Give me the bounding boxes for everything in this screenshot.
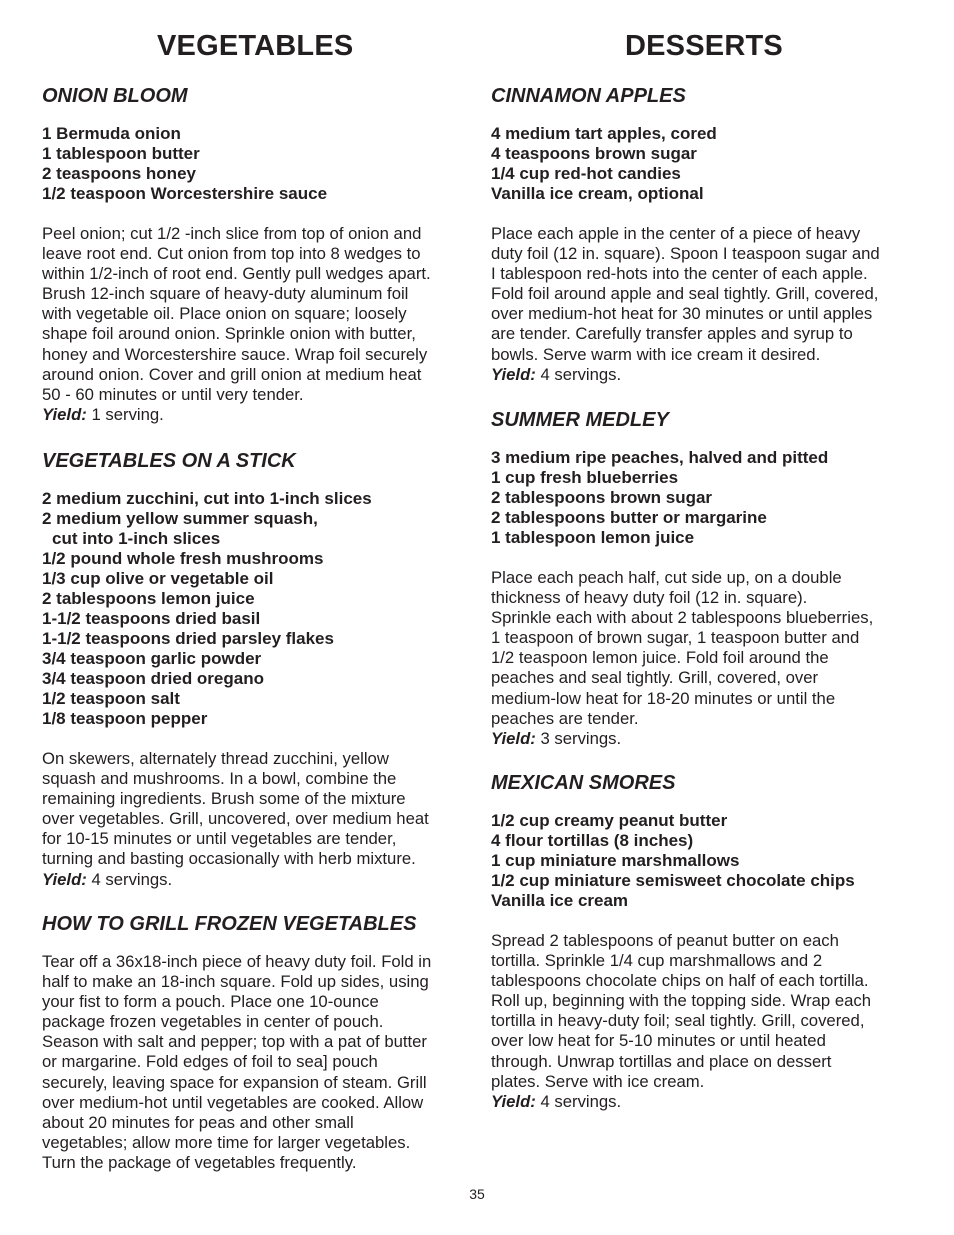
recipe-onion-bloom bbox=[42, 84, 482, 425]
directions-line: honey and Worcestershire sauce. Wrap foil securely bbox=[42, 344, 428, 364]
yield-value: 1 serving. bbox=[86, 404, 164, 424]
ingredient: 4 medium tart apples, cored bbox=[491, 124, 717, 143]
ingredient-list bbox=[491, 448, 931, 548]
directions-line: Place each apple in the center of a piece of heavy bbox=[491, 224, 861, 243]
ingredient-list bbox=[42, 124, 482, 204]
yield-value: 3 servings. bbox=[535, 728, 622, 748]
directions-line: turning and basting occasionally with herb mixture. bbox=[42, 849, 416, 869]
ingredient-list bbox=[491, 811, 931, 911]
ingredient: 2 tablespoons brown sugar bbox=[491, 488, 713, 507]
directions bbox=[491, 568, 931, 729]
directions-line: are tender. Carefully transfer apples and syrup to bbox=[491, 324, 853, 344]
directions-line: over medium-hot heat for 30 minutes or until apples bbox=[491, 304, 873, 324]
directions-line: your fist to form a pouch. Place one 10-ounce bbox=[42, 992, 379, 1012]
recipe-title: ONION BLOOM bbox=[42, 85, 188, 107]
directions-line: or margarine. Fold edges of foil to sea] pouch bbox=[42, 1052, 378, 1072]
directions-line: Sprinkle each with about 2 tablespoons blueberries, bbox=[491, 608, 874, 628]
ingredient: cut into 1-inch slices bbox=[52, 529, 221, 548]
directions-line: for 10-15 minutes or until vegetables are tender, bbox=[42, 829, 397, 849]
recipe-title: HOW TO GRILL FROZEN VEGETABLES bbox=[42, 913, 417, 935]
directions-line: over vegetables. Grill, uncovered, over medium heat bbox=[42, 809, 429, 829]
ingredient-list bbox=[42, 489, 482, 729]
ingredient: 1/2 cup creamy peanut butter bbox=[491, 811, 728, 830]
ingredient: Vanilla ice cream, optional bbox=[491, 184, 704, 203]
directions-line: tortilla. Sprinkle 1/4 cup marshmallows and 2 bbox=[491, 951, 823, 971]
directions-line: tablespoons chocolate chips on half of each tortilla. bbox=[491, 971, 869, 991]
yield-label: Yield: bbox=[42, 404, 87, 424]
directions-line: package frozen vegetables in center of pouch. bbox=[42, 1012, 384, 1032]
ingredient: 1/2 pound whole fresh mushrooms bbox=[42, 549, 324, 568]
recipe-mexican-smores bbox=[491, 771, 931, 1112]
directions bbox=[491, 931, 931, 1092]
directions-line: tortilla in heavy-duty foil; seal tightly. Grill, covered, bbox=[491, 1011, 865, 1031]
directions-line: peaches are tender. bbox=[491, 708, 639, 728]
ingredient: 1-1/2 teaspoons dried basil bbox=[42, 609, 261, 628]
ingredient: 3 medium ripe peaches, halved and pitted bbox=[491, 448, 829, 467]
directions-line: Season with salt and pepper; top with a pat of butter bbox=[42, 1032, 427, 1052]
ingredient: 1/4 cup red-hot candies bbox=[491, 164, 681, 183]
directions-line: shape foil around onion. Sprinkle onion with butter, bbox=[42, 324, 416, 344]
ingredient: 2 teaspoons honey bbox=[42, 164, 196, 183]
directions-line: Peel onion; cut 1/2 -inch slice from top of onion and bbox=[42, 224, 422, 243]
recipe-title: CINNAMON APPLES bbox=[491, 85, 686, 107]
recipe-title: SUMMER MEDLEY bbox=[491, 409, 669, 431]
recipe-yield bbox=[42, 405, 482, 425]
recipe-yield bbox=[42, 870, 482, 890]
ingredient: 2 tablespoons butter or margarine bbox=[491, 508, 767, 527]
directions bbox=[42, 224, 482, 405]
recipe-title: MEXICAN SMORES bbox=[491, 772, 676, 794]
ingredient: 4 teaspoons brown sugar bbox=[491, 144, 697, 163]
yield-label: Yield: bbox=[491, 364, 536, 384]
directions-line: about 20 minutes for peas and other small bbox=[42, 1112, 354, 1132]
directions-line: bowls. Serve warm with ice cream it desired. bbox=[491, 344, 821, 364]
ingredient: 1 cup miniature marshmallows bbox=[491, 851, 740, 870]
directions-line: Tear off a 36x18-inch piece of heavy duty foil. Fold in bbox=[42, 952, 432, 971]
yield-label: Yield: bbox=[42, 869, 87, 889]
ingredient-list bbox=[491, 124, 931, 204]
ingredient: Vanilla ice cream bbox=[491, 891, 629, 910]
ingredient: 2 medium yellow summer squash, bbox=[42, 509, 318, 528]
ingredient: 4 flour tortillas (8 inches) bbox=[491, 831, 694, 850]
ingredient: 1/3 cup olive or vegetable oil bbox=[42, 569, 274, 588]
directions-line: medium-low heat for 18-20 minutes or until the bbox=[491, 688, 836, 708]
directions-line: Spread 2 tablespoons of peanut butter on each bbox=[491, 931, 839, 950]
directions-line: around onion. Cover and grill onion at medium heat bbox=[42, 364, 422, 384]
ingredient: 1/2 cup miniature semisweet chocolate chips bbox=[491, 871, 855, 890]
ingredient: 2 tablespoons lemon juice bbox=[42, 589, 255, 608]
recipe-title: VEGETABLES ON A STICK bbox=[42, 450, 296, 472]
directions-line: remaining ingredients. Brush some of the mixture bbox=[42, 789, 406, 809]
directions-line: Turn the package of vegetables frequently. bbox=[42, 1152, 357, 1172]
directions-line: peaches and seal tightly. Grill, covered, over bbox=[491, 668, 819, 688]
directions-line: 1/2 teaspoon lemon juice. Fold foil around the bbox=[491, 648, 829, 668]
yield-value: 4 servings. bbox=[535, 364, 622, 384]
directions-line: 1 teaspoon of brown sugar, 1 teaspoon butter and bbox=[491, 628, 860, 648]
ingredient: 1-1/2 teaspoons dried parsley flakes bbox=[42, 629, 334, 648]
column-heading: DESSERTS bbox=[625, 30, 783, 62]
ingredient: 1/2 teaspoon Worcestershire sauce bbox=[42, 184, 328, 203]
page-number: 35 bbox=[469, 1186, 485, 1202]
directions-line: thickness of heavy duty foil (12 in. square). bbox=[491, 588, 808, 608]
directions-line: half to make an 18-inch square. Fold up sides, using bbox=[42, 972, 429, 992]
ingredient: 3/4 teaspoon dried oregano bbox=[42, 669, 264, 688]
ingredient: 1 cup fresh blueberries bbox=[491, 468, 679, 487]
directions-line: securely, leaving space for expansion of steam. Grill bbox=[42, 1072, 427, 1092]
ingredient: 1/2 teaspoon salt bbox=[42, 689, 180, 708]
directions-line: leave root end. Cut onion from top into 8 wedges to bbox=[42, 244, 421, 264]
directions-line: within 1/2-inch of root end. Gently pull wedges apart. bbox=[42, 264, 431, 284]
yield-label: Yield: bbox=[491, 1091, 536, 1111]
recipe-yield bbox=[491, 365, 931, 385]
directions-line: I tablespoon red-hots into the center of each apple. bbox=[491, 264, 868, 284]
directions-line: over medium-hot until vegetables are cooked. Allow bbox=[42, 1092, 424, 1112]
directions-line: Roll up, beginning with the topping side. Wrap each bbox=[491, 991, 872, 1011]
directions-line: Brush 12-inch square of heavy-duty aluminum foil bbox=[42, 284, 409, 304]
yield-value: 4 servings. bbox=[86, 869, 173, 889]
ingredient: 1 tablespoon butter bbox=[42, 144, 200, 163]
directions-line: 50 - 60 minutes or until very tender. bbox=[42, 384, 304, 404]
ingredient: 1 Bermuda onion bbox=[42, 124, 181, 143]
column-heading: VEGETABLES bbox=[157, 30, 354, 62]
ingredient: 1/8 teaspoon pepper bbox=[42, 709, 208, 728]
directions-line: through. Unwrap tortillas and place on dessert bbox=[491, 1051, 832, 1071]
ingredient: 2 medium zucchini, cut into 1-inch slices bbox=[42, 489, 372, 508]
recipe-grill-frozen-vegetables bbox=[42, 912, 482, 1173]
directions-line: Place each peach half, cut side up, on a double bbox=[491, 568, 842, 587]
yield-label: Yield: bbox=[491, 728, 536, 748]
directions bbox=[42, 952, 482, 1173]
directions-line: On skewers, alternately thread zucchini, yellow bbox=[42, 749, 389, 768]
recipe-summer-medley bbox=[491, 408, 931, 749]
directions bbox=[491, 224, 931, 365]
directions-line: over low heat for 5-10 minutes or until heated bbox=[491, 1031, 826, 1051]
directions-line: duty foil (12 in. square). Spoon I teaspoon sugar and bbox=[491, 244, 880, 264]
recipe-yield bbox=[491, 729, 931, 749]
directions-line: with vegetable oil. Place onion on square; loosely bbox=[42, 304, 407, 324]
directions bbox=[42, 749, 482, 870]
recipe-cinnamon-apples bbox=[491, 84, 931, 385]
yield-value: 4 servings. bbox=[535, 1091, 622, 1111]
directions-line: Fold foil around apple and seal tightly. Grill, covered, bbox=[491, 284, 879, 304]
recipe-vegetables-on-a-stick bbox=[42, 449, 482, 890]
recipe-yield bbox=[491, 1092, 931, 1112]
directions-line: plates. Serve with ice cream. bbox=[491, 1071, 705, 1091]
ingredient: 1 tablespoon lemon juice bbox=[491, 528, 695, 547]
ingredient: 3/4 teaspoon garlic powder bbox=[42, 649, 262, 668]
directions-line: squash and mushrooms. In a bowl, combine the bbox=[42, 769, 397, 789]
directions-line: vegetables; allow more time for larger vegetables. bbox=[42, 1132, 411, 1152]
